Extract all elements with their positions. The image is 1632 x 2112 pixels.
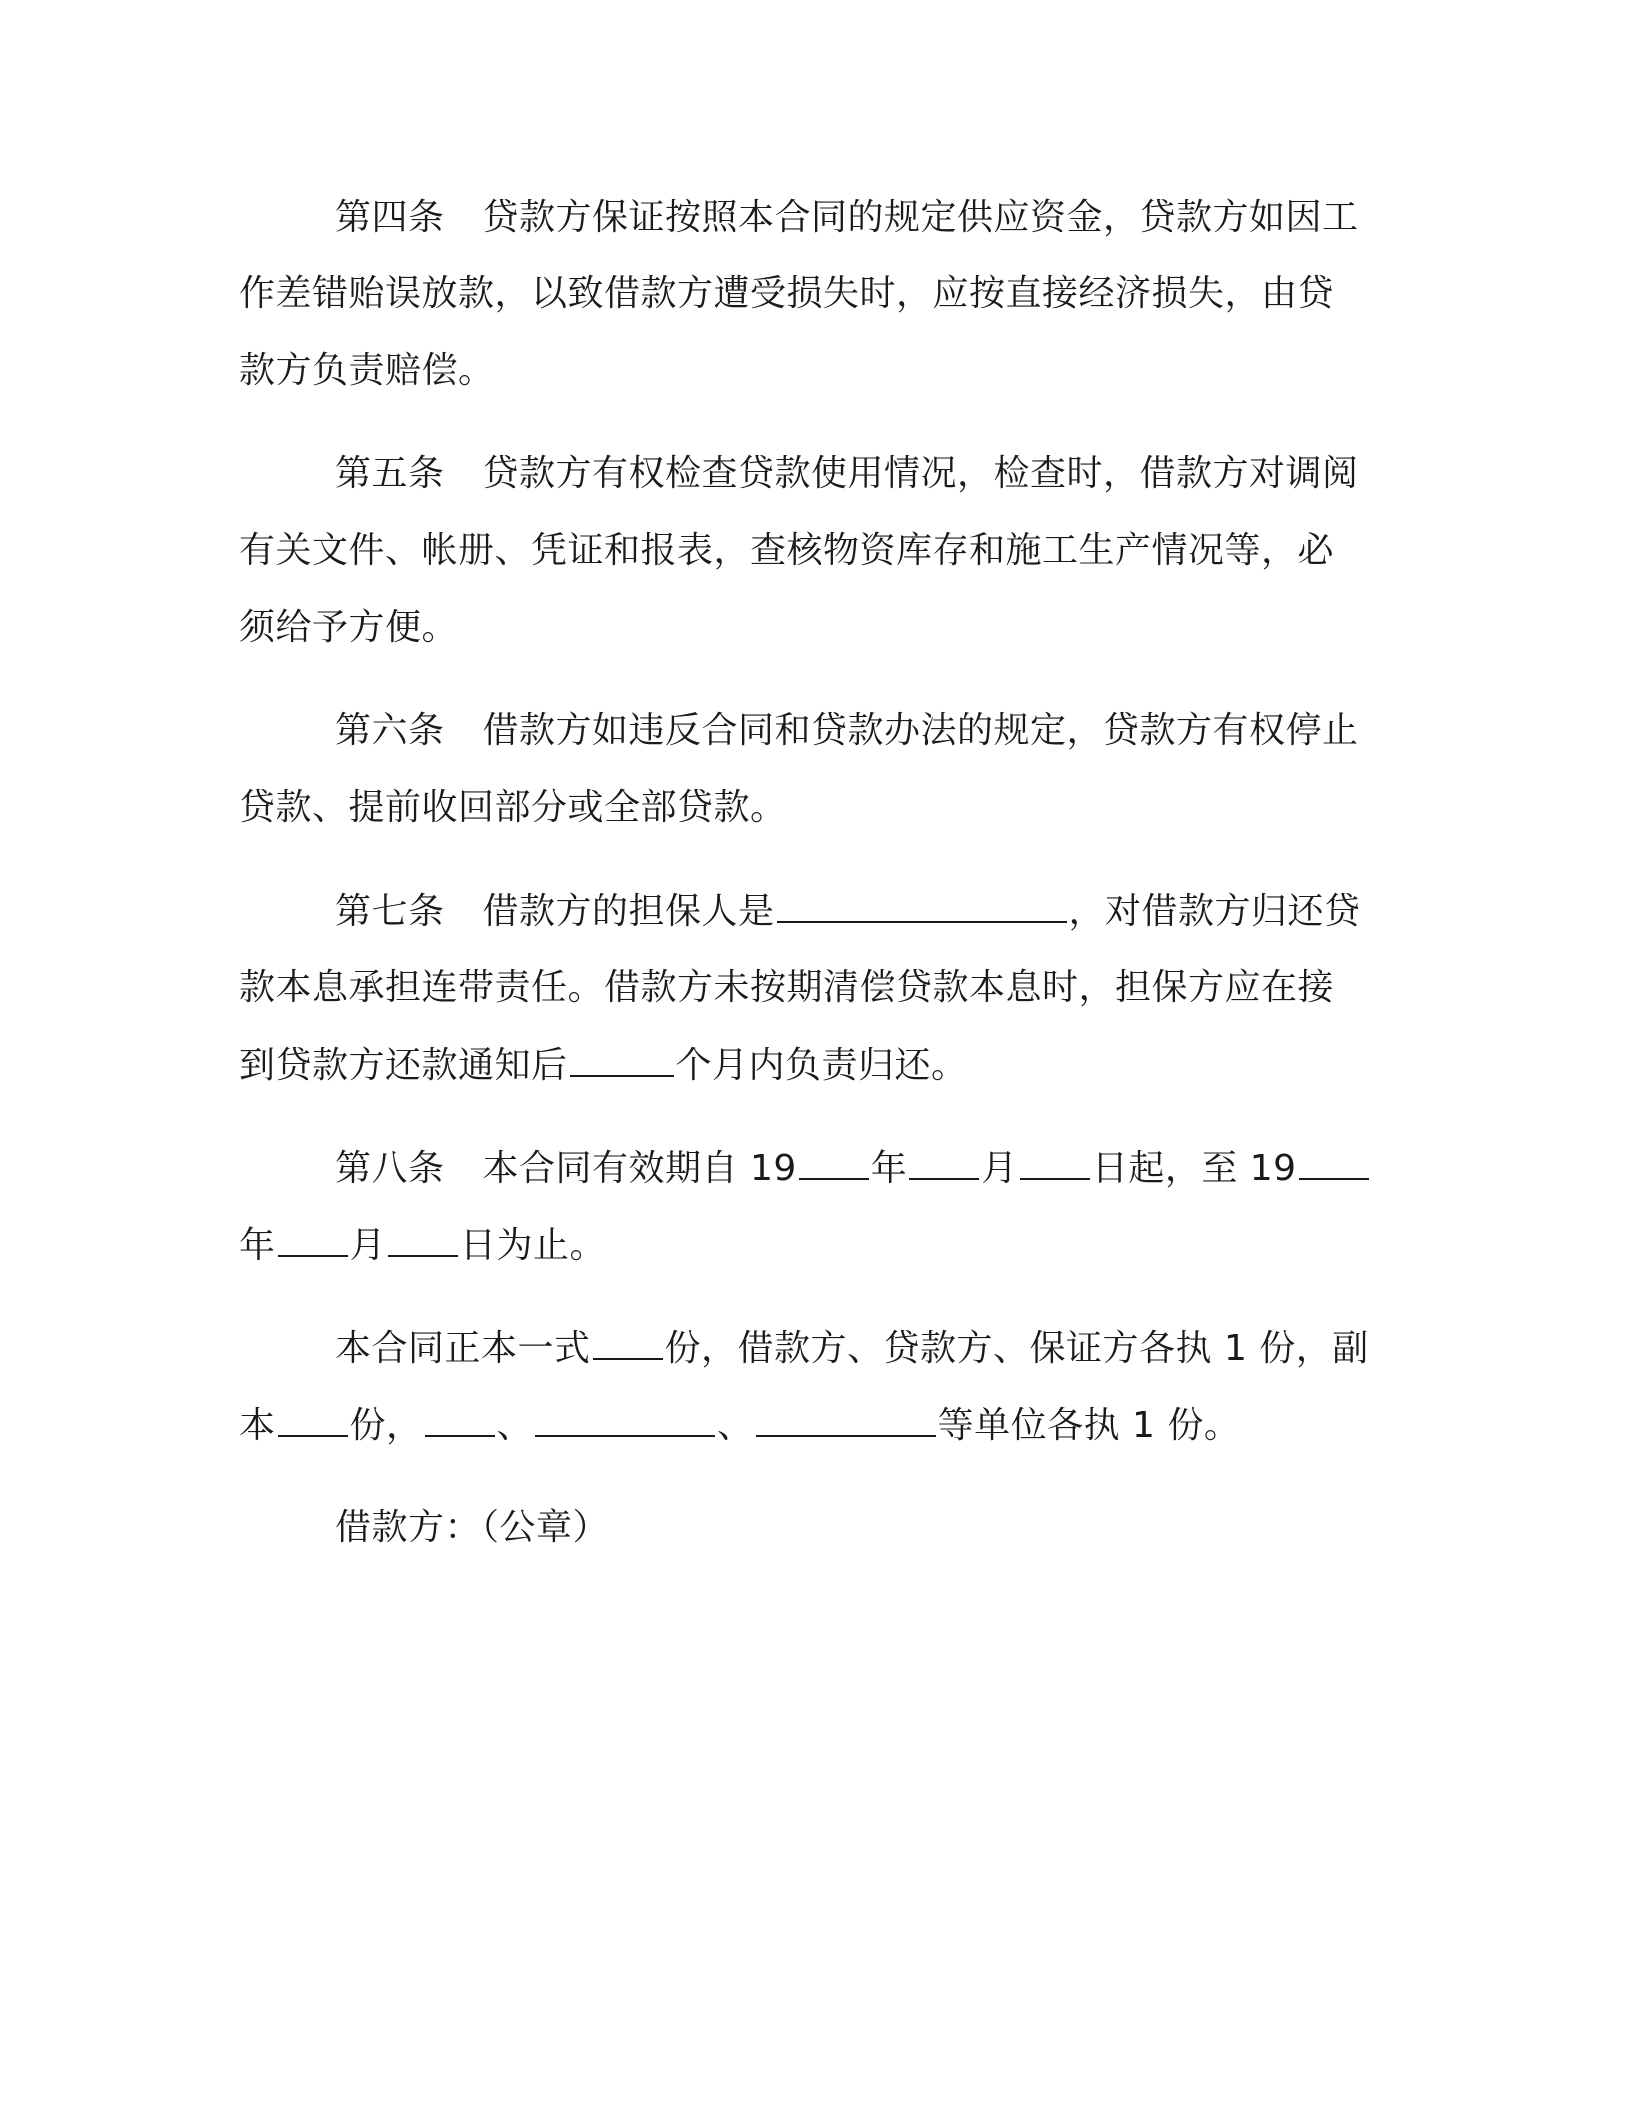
- article-6-line-1: 第六条 借款方如违反合同和贷款办法的规定，贷款方有权停止: [335, 710, 1359, 751]
- article-7-line-3: 到贷款方还款通知后 个月内负责归还。: [239, 1045, 968, 1086]
- duplicate-copies-blank[interactable]: [278, 1403, 348, 1437]
- start-day-blank[interactable]: [1020, 1146, 1090, 1180]
- end-day-blank[interactable]: [388, 1223, 458, 1257]
- start-year-blank[interactable]: [799, 1146, 869, 1180]
- article-4-line-1: 第四条 贷款方保证按照本合同的规定供应资金，贷款方如因工: [335, 197, 1359, 238]
- unit-2-blank[interactable]: [535, 1403, 715, 1437]
- article-4-line-3: 款方负责赔偿。: [239, 350, 495, 391]
- article-5-line-1: 第五条 贷款方有权检查贷款使用情况，检查时，借款方对调阅: [335, 453, 1359, 494]
- unit-3-blank[interactable]: [756, 1403, 936, 1437]
- article-4-line-2: 作差错贻误放款，以致借款方遭受损失时，应按直接经济损失，由贷: [239, 273, 1335, 314]
- end-month-blank[interactable]: [278, 1223, 348, 1257]
- article-8-line-1: 第八条 本合同有效期自 19 年 月 日起，至 19: [335, 1146, 1371, 1191]
- start-month-blank[interactable]: [909, 1146, 979, 1180]
- article-7-label: 第七条: [335, 891, 445, 932]
- article-7-line-1: 第七条 借款方的担保人是 ，对借款方归还贷: [335, 891, 1361, 932]
- article-5-label: 第五条: [335, 453, 445, 494]
- borrower-seal-label: 借款方：（公章）: [335, 1507, 610, 1548]
- article-5-line-2: 有关文件、帐册、凭证和报表，查核物资库存和施工生产情况等，必: [239, 530, 1335, 571]
- article-6-label: 第六条: [335, 710, 445, 751]
- article-7-line-2: 款本息承担连带责任。借款方未按期清偿贷款本息时，担保方应在接: [239, 967, 1335, 1008]
- article-6-line-2: 贷款、提前收回部分或全部贷款。: [239, 787, 787, 828]
- guarantor-blank[interactable]: [777, 889, 1067, 923]
- article-5-line-3: 须给予方便。: [239, 607, 459, 648]
- article-8-label: 第八条: [335, 1148, 445, 1189]
- copies-line-2: 本 份， 、 、 等单位各执 1 份。: [239, 1405, 1241, 1446]
- unit-1-blank[interactable]: [425, 1403, 495, 1437]
- original-copies-blank[interactable]: [593, 1326, 663, 1360]
- end-year-blank[interactable]: [1299, 1146, 1369, 1180]
- article-4-label: 第四条: [335, 197, 445, 238]
- months-blank[interactable]: [570, 1043, 674, 1077]
- copies-line-1: 本合同正本一式 份，借款方、贷款方、保证方各执 1 份，副: [335, 1328, 1369, 1369]
- article-8-line-2: 年 月 日为止。: [239, 1225, 607, 1266]
